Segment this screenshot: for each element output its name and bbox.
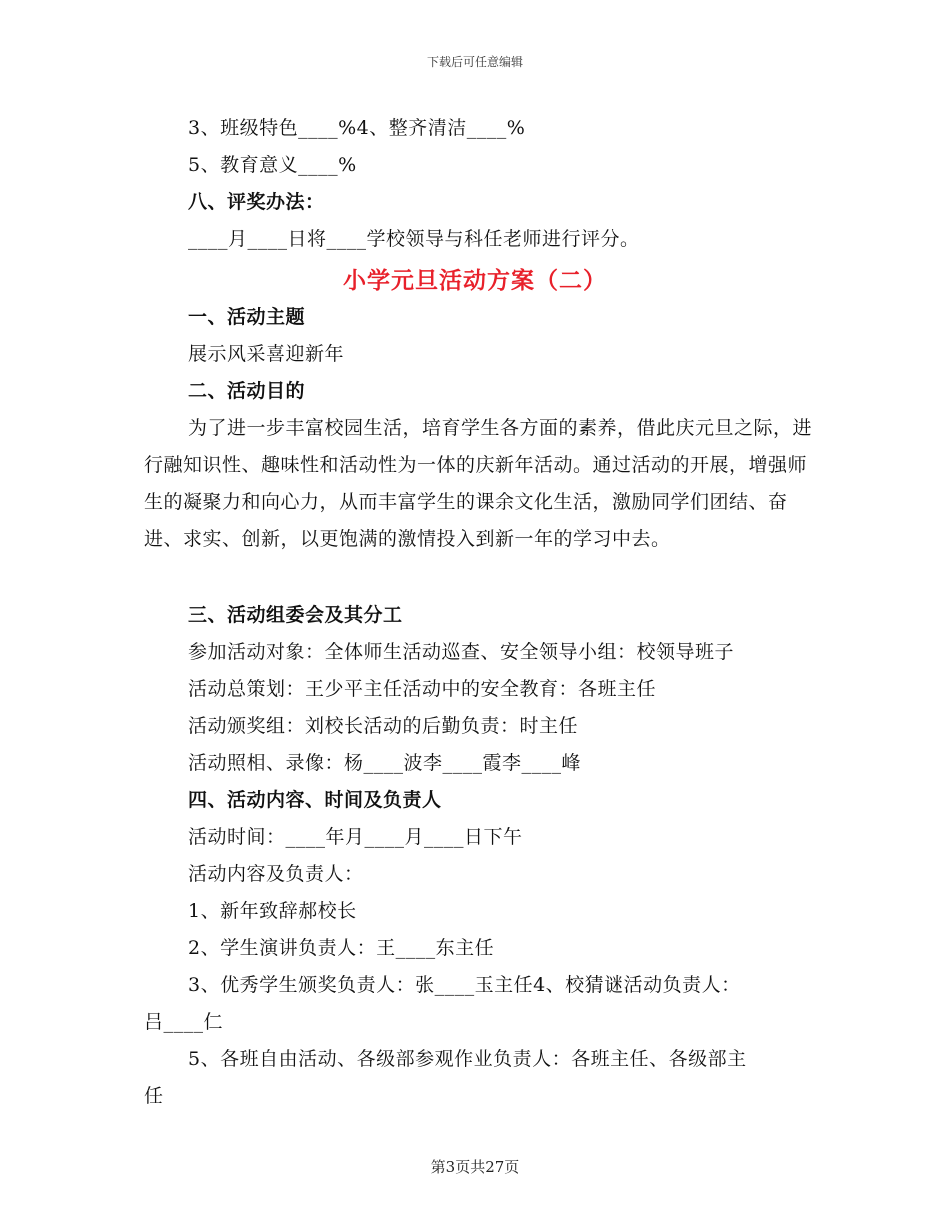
activity-time: 活动时间：____年月____月____日下午: [188, 826, 523, 848]
list-item-5: 5、各班自由活动、各级部参观作业负责人：各班主任、各级部主: [188, 1048, 747, 1070]
list-item-1: 1、新年致辞郝校长: [188, 900, 357, 922]
activity-content-intro: 活动内容及负责人：: [188, 863, 364, 885]
heading-goal: 二、活动目的: [188, 380, 306, 402]
theme-text: 展示风采喜迎新年: [188, 343, 345, 365]
document-title: 小学元旦活动方案（二）: [343, 267, 607, 294]
heading-organization: 三、活动组委会及其分工: [188, 604, 403, 626]
heading-theme: 一、活动主题: [188, 306, 306, 328]
heading-award-method: 八、评奖办法：: [188, 191, 325, 213]
page-number: 第3页共27页: [430, 1158, 520, 1176]
award-method-text: ____月____日将____学校领导与科任老师进行评分。: [188, 228, 640, 250]
score-line-2: 5、教育意义____%: [188, 154, 357, 176]
goal-paragraph: 为了进一步丰富校园生活，培育学生各方面的素养，借此庆元旦之际，进行融知识性、趣味性和活动性为一体的庆新年活动。通过活动的开展，增强师生的凝聚力和向心力，从而丰富学生的课余文化生活，激励同学们团结、奋进、求实、创新，以更饱满的激情投入到新一年的学习中去。: [144, 417, 813, 550]
score-line-1: 3、班级特色____%4、整齐清洁____%: [188, 117, 526, 139]
page-header-note: 下载后可任意编辑: [426, 55, 523, 69]
heading-content: 四、活动内容、时间及负责人: [188, 789, 442, 811]
list-item-5-cont: 任: [144, 1085, 164, 1107]
org-line-2: 活动总策划：王少平主任活动中的安全教育：各班主任: [188, 678, 657, 700]
org-line-3: 活动颁奖组：刘校长活动的后勤负责：时主任: [188, 715, 579, 737]
org-line-1: 参加活动对象：全体师生活动巡查、安全领导小组：校领导班子: [188, 641, 735, 663]
list-item-2: 2、学生演讲负责人：王____东主任: [188, 937, 495, 959]
org-line-4: 活动照相、录像：杨____波李____霞李____峰: [188, 752, 582, 774]
list-item-3: 3、优秀学生颁奖负责人：张____玉主任4、校猜谜活动负责人：: [188, 974, 741, 996]
list-item-3-cont: 吕____仁: [144, 1011, 224, 1033]
